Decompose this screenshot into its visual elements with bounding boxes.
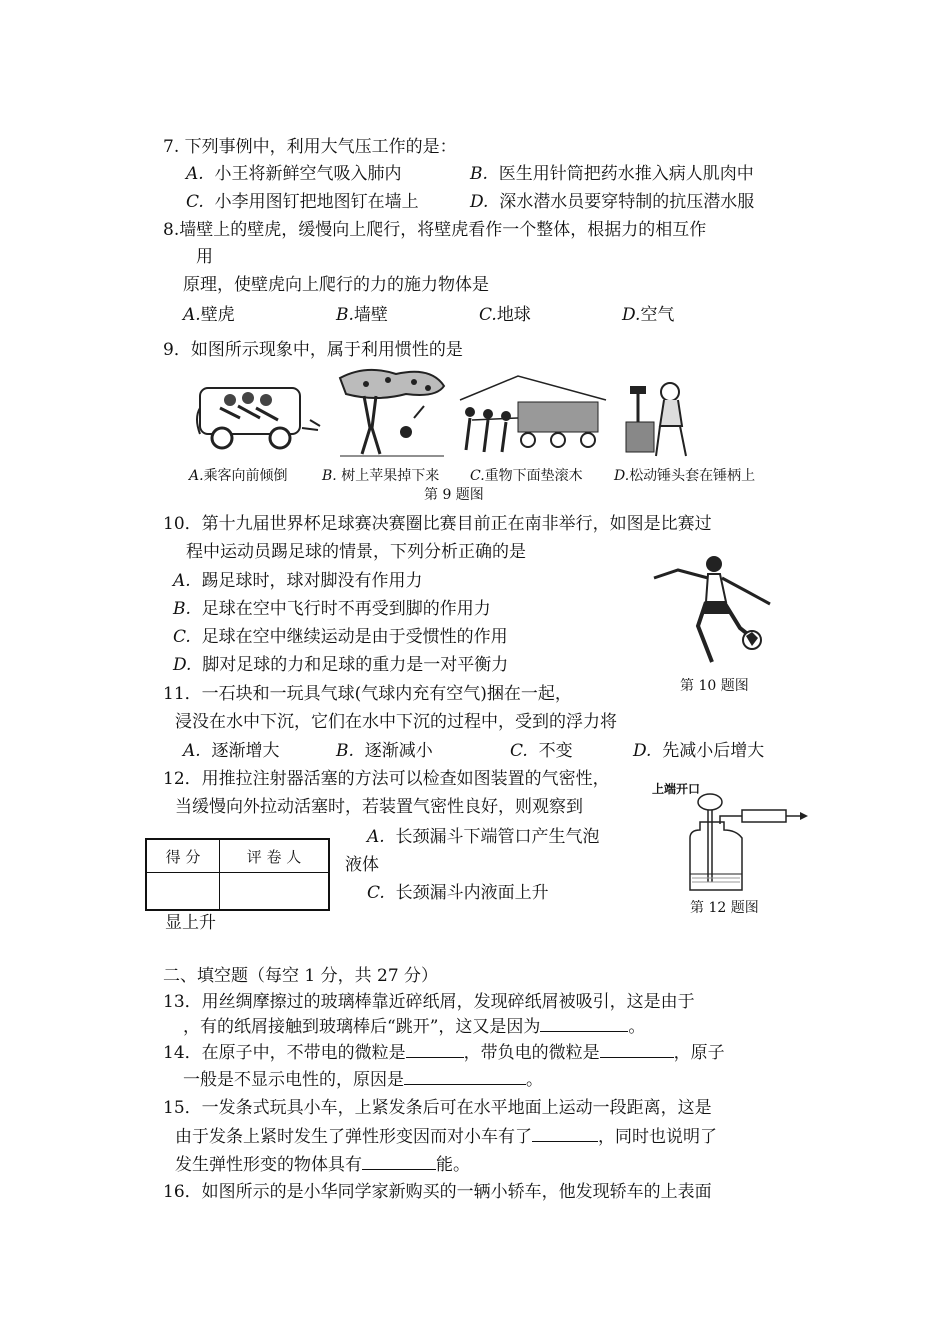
q13-end: 。	[628, 1017, 646, 1037]
option-text: 地球	[496, 305, 531, 325]
caption-text: 乘客向前倾倒	[203, 468, 288, 484]
q9-caption-b	[322, 465, 439, 487]
option-letter: B.	[336, 741, 354, 761]
q8-option-c	[479, 304, 531, 326]
score-table	[145, 838, 330, 911]
football-player-illustration	[648, 552, 778, 670]
option-text: 空气	[640, 305, 675, 325]
option-text: 医生用针筒把药水推入病人肌肉中	[498, 164, 754, 184]
q15-blank-1[interactable]	[532, 1125, 598, 1142]
option-text: 深水潜水员要穿特制的抗压潜水服	[499, 192, 755, 212]
apple-tree-illustration	[336, 368, 448, 460]
hammer-head-illustration	[620, 372, 700, 460]
q13-line2	[183, 1015, 645, 1038]
grader-cell[interactable]	[220, 873, 330, 911]
grader-header: 评 卷 人	[220, 839, 330, 873]
option-text: 墙壁	[353, 305, 388, 325]
bus-passengers-illustration	[190, 368, 325, 460]
option-text: 不变	[538, 741, 573, 761]
q7-option-a	[186, 163, 402, 185]
q12-fragment-rise: 显上升	[165, 913, 216, 933]
q8-stem-line1: 8.墙壁上的壁虎，缓慢向上爬行，将壁虎看作一个整体，根据力的相互作	[163, 220, 707, 240]
q11-stem-line2: 浸没在水中下沉，它们在水中下沉的过程中，受到的浮力将	[175, 712, 617, 732]
q9-figure-label: 第 9 题图	[424, 487, 484, 503]
option-letter: C.	[479, 305, 497, 325]
score-cell[interactable]	[146, 873, 220, 911]
q8-option-a	[183, 304, 235, 326]
q9-caption-c	[470, 465, 583, 487]
caption-text: 树上苹果掉下来	[336, 468, 440, 484]
q15-text-b: ，同时也说明了	[598, 1127, 717, 1147]
rollers-under-load-illustration	[458, 370, 608, 460]
q9-stem: 9．如图所示现象中，属于利用惯性的是	[163, 340, 463, 360]
q14-text-b: ，带负电的微粒是	[463, 1043, 600, 1063]
option-letter: B.	[336, 305, 354, 325]
q15-blank-2[interactable]	[362, 1153, 436, 1170]
q11-option-b	[336, 740, 433, 762]
q15-line1: 15．一发条式玩具小车，上紧发条后可在水平地面上运动一段距离，这是	[163, 1098, 712, 1118]
option-letter: C.	[510, 741, 528, 761]
q12-figure-top-label: 上端开口	[652, 782, 701, 796]
option-letter: C.	[186, 192, 204, 212]
q10-option-d	[173, 654, 508, 676]
q14-end: 。	[526, 1070, 543, 1090]
q14-text-a: 14．在原子中，不带电的微粒是	[163, 1043, 406, 1063]
q9-caption-a	[189, 465, 288, 487]
caption-letter: D.	[614, 468, 630, 484]
airtight-apparatus-illustration	[676, 790, 816, 896]
option-letter: B.	[470, 164, 488, 184]
q7-option-b	[470, 163, 754, 185]
q10-stem-line1: 10．第十九届世界杯足球赛决赛圈比赛目前正在南非举行，如图是比赛过	[163, 514, 712, 534]
q8-option-d	[622, 304, 674, 326]
q10-option-c	[173, 626, 508, 648]
option-letter: A.	[183, 741, 201, 761]
option-text: 逐渐减小	[364, 741, 433, 761]
q10-option-b	[173, 598, 491, 620]
q11-option-a	[183, 740, 280, 762]
q14-line1	[163, 1041, 725, 1064]
q14-negative-blank[interactable]	[600, 1041, 674, 1058]
q14-reason-blank[interactable]	[404, 1068, 526, 1085]
q14-neutral-blank[interactable]	[406, 1041, 464, 1058]
q11-option-c	[510, 740, 573, 762]
caption-text: 松动锤头套在锤柄上	[629, 468, 756, 484]
q10-figure-label: 第 10 题图	[680, 678, 749, 694]
q11-stem-line1: 11．一石块和一玩具气球(气球内充有空气)捆在一起，	[163, 684, 572, 704]
option-text: 踢足球时，球对脚没有作用力	[201, 571, 423, 591]
option-text: 足球在空中飞行时不再受到脚的作用力	[201, 599, 491, 619]
option-letter: B.	[173, 599, 191, 619]
option-letter: C.	[173, 627, 191, 647]
q13-text: ，有的纸屑接触到玻璃棒后“跳开”，这又是因为	[183, 1017, 541, 1037]
option-letter: A.	[367, 827, 385, 847]
q12-fragment-liquid: 液体	[345, 855, 379, 875]
caption-letter: B.	[322, 468, 337, 484]
q15-text-a: 由于发条上紧时发生了弹性形变因而对小车有了	[175, 1127, 532, 1147]
q12-figure-label: 第 12 题图	[690, 900, 759, 916]
option-letter: A.	[173, 571, 191, 591]
option-text: 小李用图钉把地图钉在墙上	[214, 192, 419, 212]
caption-text: 重物下面垫滚木	[484, 468, 583, 484]
q7-stem: 7. 下列事例中，利用大气压工作的是：	[163, 137, 457, 157]
q12-stem-line1: 12．用推拉注射器活塞的方法可以检查如图装置的气密性，	[163, 769, 610, 789]
q9-caption-d	[614, 465, 755, 487]
q13-line1: 13．用丝绸摩擦过的玻璃棒靠近碎纸屑，发现碎纸屑被吸引，这是由于	[163, 992, 695, 1012]
option-letter: A.	[186, 164, 204, 184]
q14-line2	[183, 1068, 543, 1091]
option-text: 先减小后增大	[662, 741, 765, 761]
option-letter: C.	[367, 883, 385, 903]
option-text: 小王将新鲜空气吸入肺内	[214, 164, 402, 184]
q15-text-c: 发生弹性形变的物体具有	[175, 1155, 362, 1175]
q10-option-a	[173, 570, 423, 592]
q15-text-d: 能。	[436, 1155, 470, 1175]
option-letter: D.	[633, 741, 652, 761]
q11-option-d	[633, 740, 764, 762]
option-letter: D.	[470, 192, 489, 212]
q12-option-c	[367, 882, 549, 904]
q8-stem-line2: 用	[196, 247, 213, 267]
q8-stem-line3: 原理，使壁虎向上爬行的力的施力物体是	[183, 275, 489, 295]
q10-stem-line2: 程中运动员踢足球的情景，下列分析正确的是	[186, 542, 526, 562]
q14-text-d: 一般是不显示电性的，原因是	[183, 1070, 404, 1090]
option-letter: D.	[622, 305, 641, 325]
option-letter: A.	[183, 305, 201, 325]
q14-text-c: ，原子	[673, 1043, 725, 1063]
caption-letter: C.	[470, 468, 485, 484]
score-header: 得 分	[146, 839, 220, 873]
option-text: 长颈漏斗下端管口产生气泡	[395, 827, 600, 847]
option-text: 长颈漏斗内液面上升	[395, 883, 549, 903]
q15-line2	[175, 1125, 717, 1148]
q12-stem-line2: 当缓慢向外拉动活塞时，若装置气密性良好，则观察到	[175, 797, 583, 817]
option-text: 足球在空中继续运动是由于受惯性的作用	[201, 627, 508, 647]
section2-heading: 二、填空题（每空 1 分，共 27 分）	[163, 966, 439, 986]
q12-option-a	[367, 826, 600, 848]
q7-option-c	[186, 191, 419, 213]
q13-answer-blank[interactable]	[540, 1015, 628, 1032]
option-letter: D.	[173, 655, 192, 675]
option-text: 壁虎	[200, 305, 235, 325]
q8-option-b	[336, 304, 388, 326]
caption-letter: A.	[189, 468, 204, 484]
option-text: 逐渐增大	[211, 741, 280, 761]
option-text: 脚对足球的力和足球的重力是一对平衡力	[202, 655, 509, 675]
q15-line3	[175, 1153, 470, 1176]
q16-line1: 16．如图所示的是小华同学家新购买的一辆小轿车，他发现轿车的上表面	[163, 1182, 712, 1202]
q7-option-d	[470, 191, 754, 213]
